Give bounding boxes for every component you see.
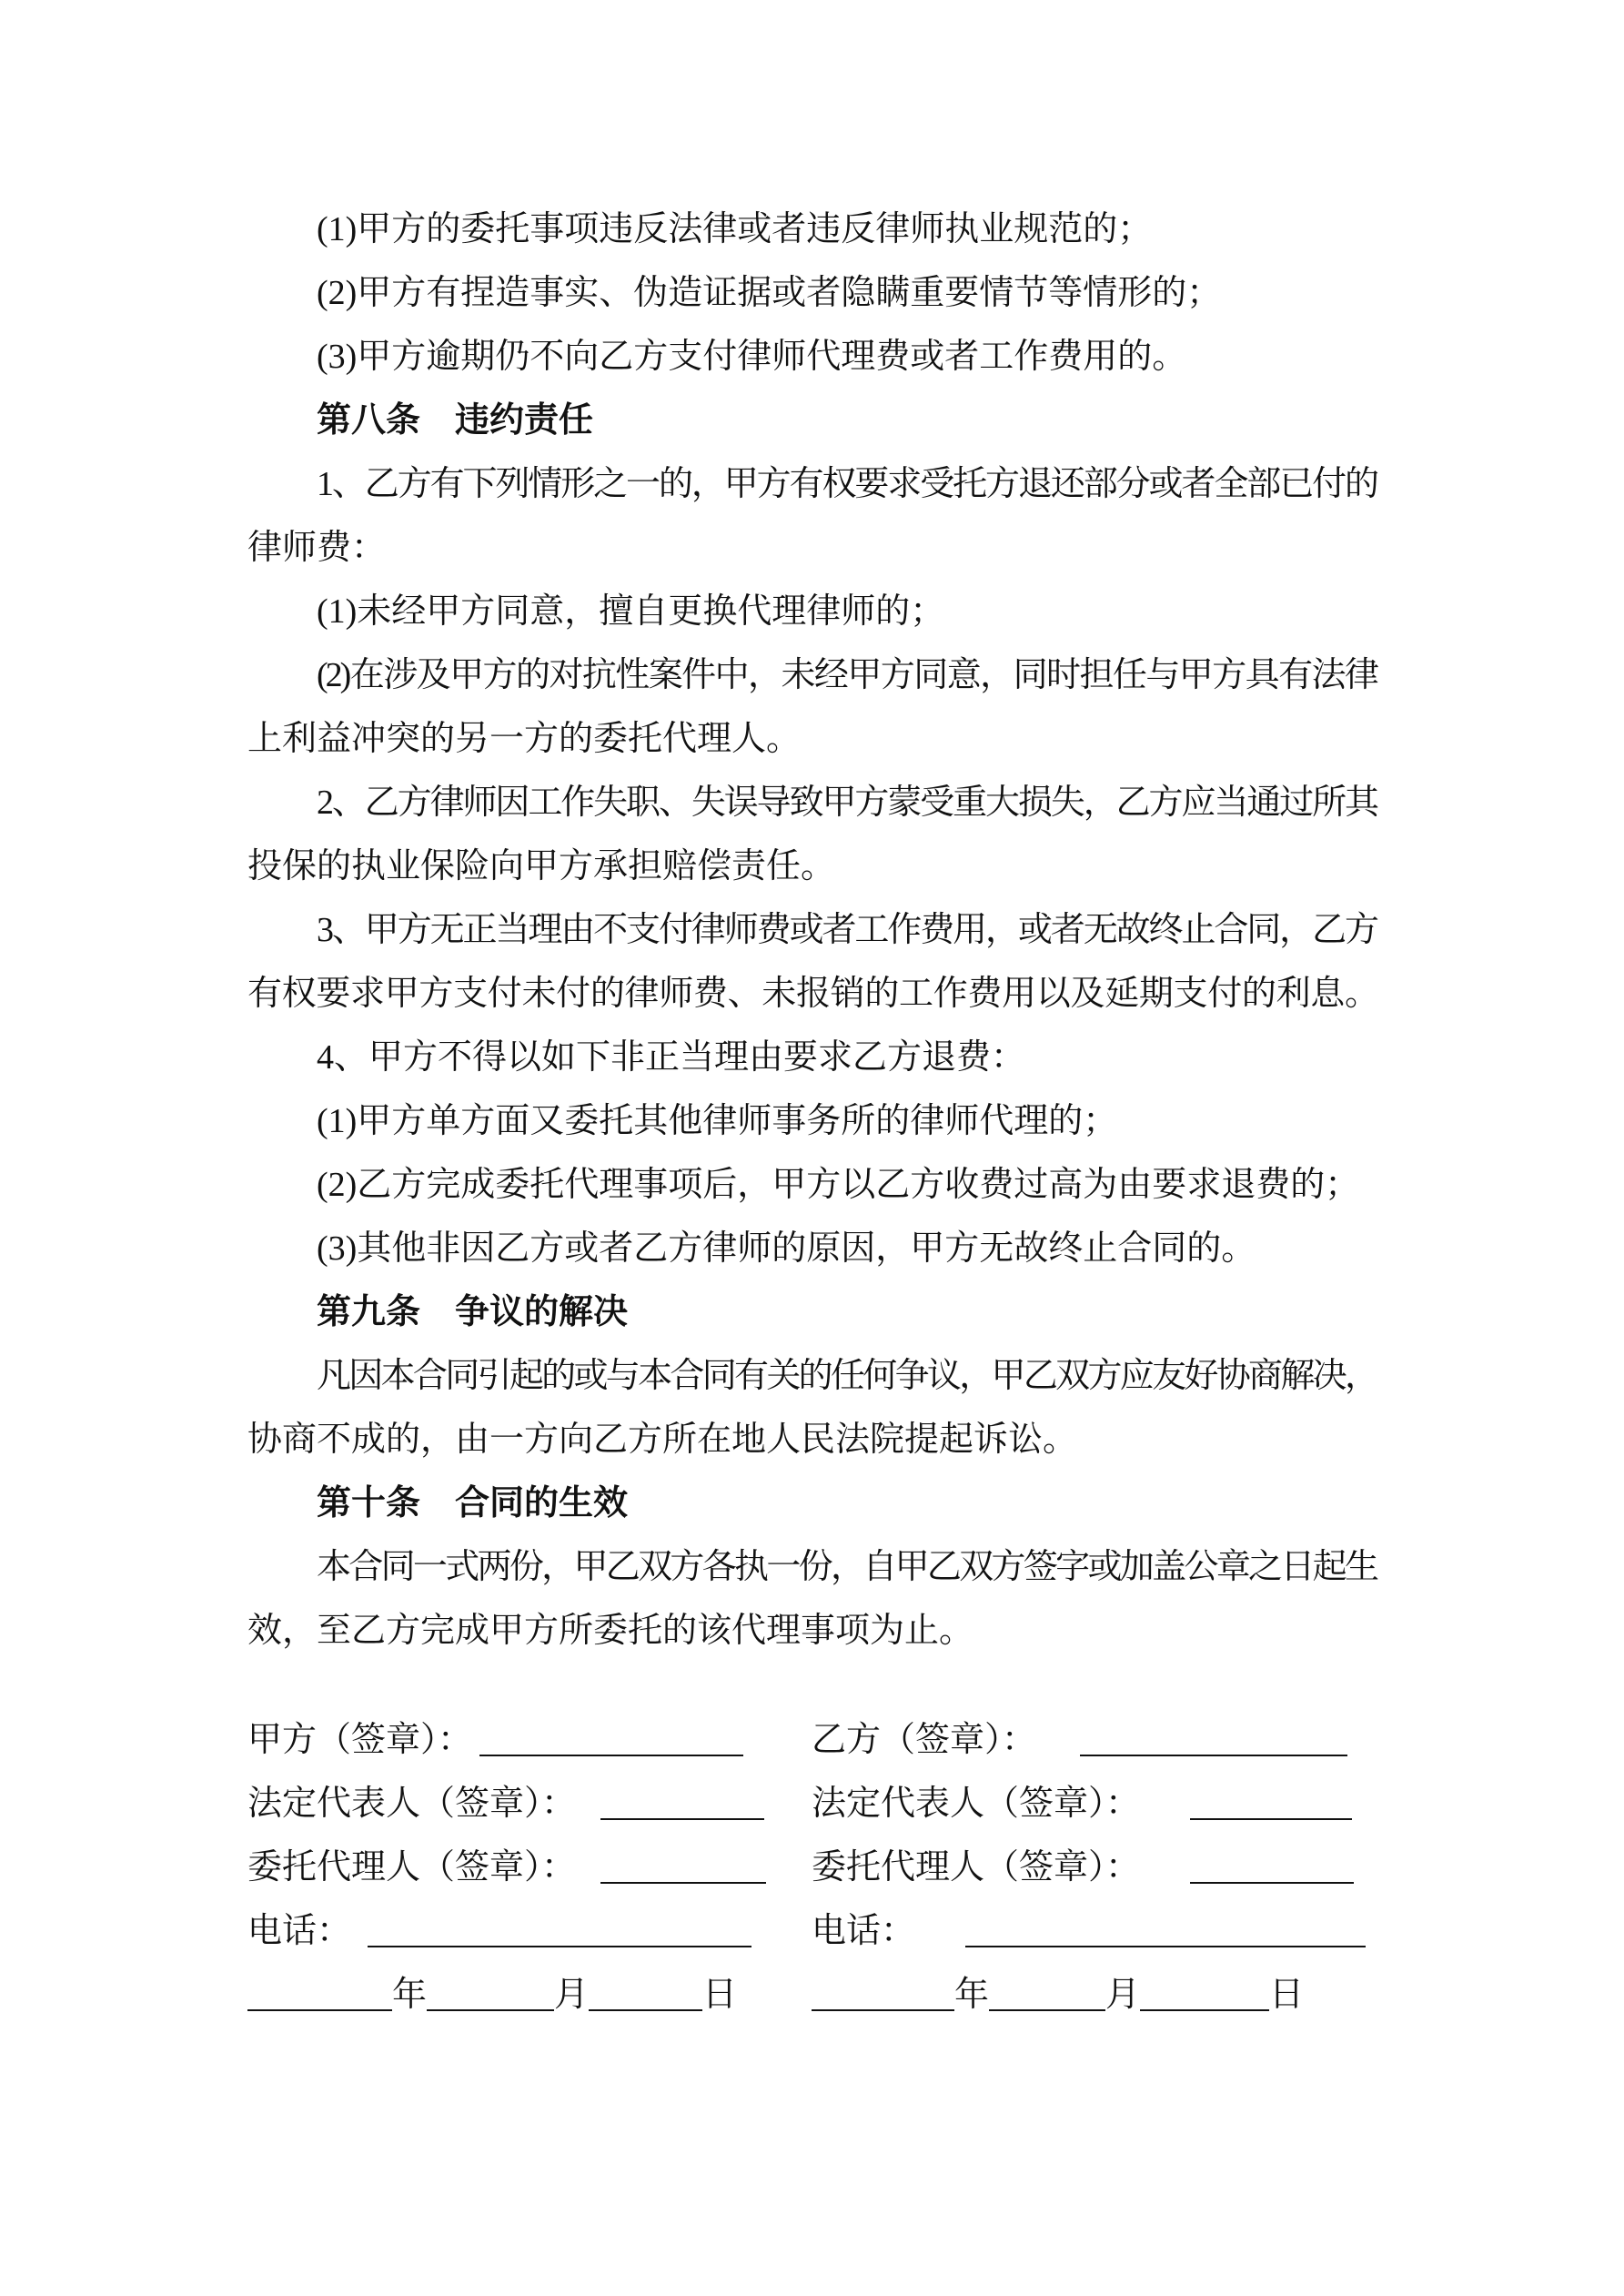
body-line: 律师费：	[247, 529, 387, 567]
day-label: 日	[702, 1976, 738, 2014]
signature-row-legal-rep	[247, 1772, 1377, 1836]
party-b-legal-rep-label: 法定代表人（签章）：	[812, 1785, 1141, 1823]
party-a-phone-label: 电话：	[247, 1912, 352, 1950]
document-body	[247, 197, 1377, 1663]
body-line: 凡因本合同引起的或与本合同有关的任何争议，甲乙双方应友好协商解决，	[317, 1357, 1377, 1395]
party-b-phone-label: 电话：	[812, 1912, 916, 1950]
party-a-date-day-line	[589, 2008, 702, 2011]
body-line: 1、乙方有下列情形之一的，甲方有权要求受托方退还部分或者全部已付的	[317, 465, 1377, 503]
day-label: 日	[1269, 1976, 1305, 2014]
party-b-date-day-line	[1140, 2008, 1269, 2011]
party-a-signature-line	[479, 1753, 743, 1756]
party-b-phone-line	[965, 1944, 1366, 1947]
month-label: 月	[1105, 1976, 1141, 2014]
body-line: 4、甲方不得以如下非正当理由要求乙方退费：	[317, 1038, 1026, 1077]
body-line: 协商不成的，由一方向乙方所在地人民法院提起诉讼。	[247, 1421, 1078, 1459]
party-b-seal-label: 乙方（签章）：	[812, 1721, 1037, 1759]
body-line: 本合同一式两份，甲乙双方各执一份，自甲乙双方签字或加盖公章之日起生	[317, 1548, 1377, 1586]
party-b-date-year-line	[812, 2008, 954, 2011]
body-line: (3)甲方逾期仍不向乙方支付律师代理费或者工作费用的。	[317, 338, 1187, 376]
party-a-phone-line	[368, 1944, 751, 1947]
body-line: 2、乙方律师因工作失职、失误导致甲方蒙受重大损失，乙方应当通过所其	[317, 784, 1377, 822]
signature-row-phone	[247, 1899, 1377, 1963]
body-line: 有权要求甲方支付未付的律师费、未报销的工作费用以及延期支付的利息。	[247, 975, 1377, 1013]
signature-block	[247, 1708, 1377, 2027]
party-b-signature-line	[1080, 1753, 1347, 1756]
party-b-legal-rep-line	[1190, 1816, 1352, 1820]
body-line: (3)其他非因乙方或者乙方律师的原因，甲方无故终止合同的。	[317, 1229, 1256, 1268]
body-line: 上利益冲突的另一方的委托代理人。	[247, 720, 802, 758]
body-line: 效，至乙方完成甲方所委托的该代理事项为止。	[247, 1612, 974, 1650]
party-a-date-month-line	[427, 2008, 554, 2011]
signature-row-agent	[247, 1836, 1377, 1899]
party-a-agent-label: 委托代理人（签章）：	[247, 1848, 577, 1886]
year-label: 年	[954, 1976, 990, 2014]
body-line: 3、甲方无正当理由不支付律师费或者工作费用，或者无故终止合同，乙方	[317, 911, 1377, 949]
section-heading-article-9: 第九条 争议的解决	[317, 1293, 629, 1331]
body-line: (1)甲方单方面又委托其他律师事务所的律师代理的；	[317, 1102, 1118, 1140]
section-heading-article-8: 第八条 违约责任	[317, 401, 594, 440]
party-a-agent-line	[600, 1880, 766, 1884]
body-line: 投保的执业保险向甲方承担赔偿责任。	[247, 847, 836, 885]
party-a-date-year-line	[247, 2008, 392, 2011]
body-line: (2)在涉及甲方的对抗性案件中，未经甲方同意，同时担任与甲方具有法律	[317, 656, 1377, 694]
party-a-seal-label: 甲方（签章）：	[247, 1721, 473, 1759]
party-b-date-month-line	[989, 2008, 1105, 2011]
signature-row-party	[247, 1708, 1377, 1772]
party-b-agent-label: 委托代理人（签章）：	[812, 1848, 1141, 1886]
body-line: (2)甲方有捏造事实、伪造证据或者隐瞒重要情节等情形的；	[317, 274, 1222, 312]
party-a-legal-rep-label: 法定代表人（签章）：	[247, 1785, 577, 1823]
year-label: 年	[392, 1976, 428, 2014]
signature-row-date	[247, 1963, 1377, 2027]
body-line: (1)未经甲方同意，擅自更换代理律师的；	[317, 592, 945, 631]
party-b-agent-line	[1190, 1880, 1354, 1884]
party-a-legal-rep-line	[600, 1816, 764, 1820]
section-heading-article-10: 第十条 合同的生效	[317, 1484, 629, 1522]
month-label: 月	[554, 1976, 590, 2014]
body-line: (1)甲方的委托事项违反法律或者违反律师执业规范的；	[317, 210, 1153, 248]
body-line: (2)乙方完成委托代理事项后，甲方以乙方收费过高为由要求退费的；	[317, 1166, 1360, 1204]
